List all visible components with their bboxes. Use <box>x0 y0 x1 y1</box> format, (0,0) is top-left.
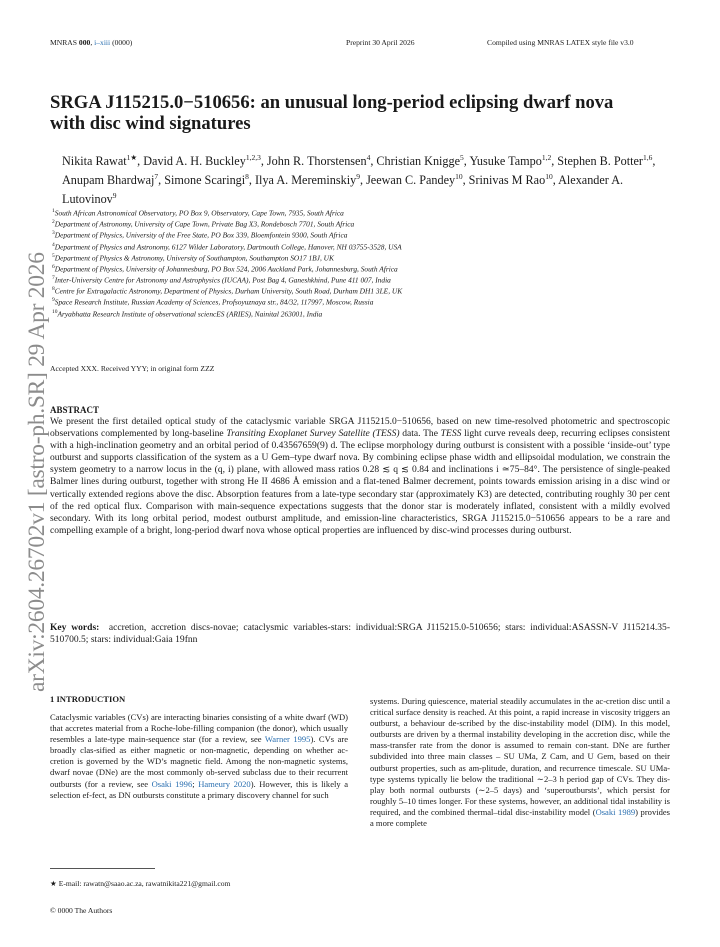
citation-warner-1995[interactable]: Warner 1995 <box>264 734 311 745</box>
paper-title <box>50 92 670 134</box>
affiliation-list <box>52 207 672 319</box>
author: Stephen B. Potter$^{1,6}$ <box>557 153 653 169</box>
keywords-label: Key words: <box>50 622 100 633</box>
arxiv-stamp-text: arXiv:2604.26702v1 [astro-ph.SR] 29 Apr 2026 <box>24 252 50 692</box>
page-range-link[interactable]: i–xiii <box>94 38 111 47</box>
arxiv-stamp <box>8 240 56 700</box>
author-affiliation-mark: 5 <box>460 153 464 162</box>
affiliation: $^2$Department of Astronomy, University of Cape Town, Private Bag X3, Rondebosch 7701, South Africa <box>52 219 355 229</box>
affiliation: $^9$Space Research Institute, Russian Academy of Sciences, Profsoyuznaya str., 84/32, 117997, Moscow, Russia <box>52 297 374 307</box>
author: Jeewan C. Pandey$^{10}$ <box>366 172 463 188</box>
affiliation: $^7$Inter-University Centre for Astronomy and Astrophysics (IUCAA), Post Bag 4, Ganeshkhind, Pune 411 007, India <box>52 275 391 285</box>
author-affiliation-mark: 1,6 <box>642 153 653 162</box>
author: Yusuke Tampo$^{1,2}$ <box>469 153 552 169</box>
author: Christian Knigge$^5$ <box>376 153 464 169</box>
keywords-text: accretion, accretion discs-novae; cataclysmic variables-stars: individual:SRGA J115215.0-510656; stars: individual:ASASSN-V J115214.35-510700.5; stars: individual:Gaia 19fnn <box>50 622 671 646</box>
footnote-rule <box>50 868 155 869</box>
author: John R. Thorstensen$^4$ <box>266 153 371 169</box>
author: Simone Scaringi$^8$ <box>164 172 249 188</box>
author: Srinivas M Rao$^{10}$ <box>468 172 553 188</box>
author-affiliation-mark: 8 <box>245 172 249 182</box>
author: David A. H. Buckley$^{1,2,3}$ <box>143 153 261 169</box>
author-list: Nikita Rawat$^{1★}$, David A. H. Buckley$^{1,2,3}$, John R. Thorstensen$^4$, Christian Knigge$^5$, Yusuke Tampo$^{1,2}$, Stephen B. Potter$^{1,6}$, Anupam Bhardwaj$^7$, Simone Scaringi$^8$, Ilya A. Mereminskiy$^9$, Jeewan C. Pandey$^{10}$, Srinivas M Rao$^{10}$, Alexander A. Lutovinov$^9$ <box>62 153 656 207</box>
running-header-journal: MNRAS 000, i–xiii (0000) <box>50 38 133 47</box>
citation-osaki-1996[interactable]: Osaki 1996 <box>151 778 193 789</box>
affiliation: $^4$Department of Physics and Astronomy, 6127 Wilder Laboratory, Dartmouth College, Hanover, NH 03755-3528, USA <box>52 241 402 251</box>
citation-osaki-1989[interactable]: Osaki 1989 <box>595 806 636 817</box>
title-line-1: SRGA J115215.0−510656: an unusual long-period eclipsing dwarf nova <box>50 92 614 113</box>
affiliation: $^6$Department of Physics, University of Johannesburg, PO Box 524, 2006 Auckland Park, Johannesburg, South Africa <box>52 263 398 274</box>
author: Ilya A. Mereminskiy$^9$ <box>255 172 360 188</box>
author-affiliation-mark: 1★ <box>126 153 138 162</box>
author-affiliation-mark: 10 <box>455 172 463 182</box>
abstract-body: We present the first detailed optical study of the cataclysmic variable SRGA J115215.0−510656, based on new time-resolved photometric and spectroscopic observations complemented by long-baseline Transiting Exoplanet Survey Satellite (TESS) data. The TESS light curve reveals deep, recurring eclipses consistent with a high-inclination geometry and an orbital period of 0.43567659(9) d. The eclipse morphology during outburst is consistent with a possible ‘inside-out’ type outburst and supports classification of the system as a U Gem–type dwarf nova. By combining eclipse phase width and ellipsoidal modulation, we constrain the system geometry to a narrow locus in the (q, i) plane, with allowed mass ratios 0.28 ≲ q ≲ 0.84 and inclinations i ≃75–84°. The persistence of single-peaked Balmer lines during outburst, together with strong He II 4686 Å emission and a flat-tened Balmer decrement, points towards emission arising in a disc wind or vertically extended regions above the disc. Absorption features from a late-type secondary star (approximately K3) are detected, contributing roughly 30 per cent of the red optical flux. Comparison with main-sequence expectations suggests that the donor star is moderately inflated, consistent with a mildly evolved secondary. With its long orbital period, modest outburst amplitude, and emission-line characteristics, SRGA J115215.0−510656 appears to be a rare and compelling example of a bright, long-period dwarf nova whose optical properties are influenced by disc-wind processes during outburst. <box>50 416 670 536</box>
author-affiliation-mark: 7 <box>154 172 159 182</box>
accepted-line: Accepted XXX. Received YYY; in original form ZZZ <box>50 364 215 373</box>
section-heading-introduction: 1 INTRODUCTION <box>50 694 126 704</box>
author-affiliation-mark: 10 <box>545 172 553 182</box>
running-header-preprint: Preprint 30 April 2026 <box>346 38 415 47</box>
author: Nikita Rawat$^{1★}$ <box>62 153 138 169</box>
running-header-compiled: Compiled using MNRAS LATEX style file v3.0 <box>487 38 634 47</box>
intro-column-left: Cataclysmic variables (CVs) are interacting binaries consisting of a white dwarf (WD) that accretes material from a Roche-lobe-filling companion (the donor), which usually resembles a late-type main-sequence star (for a review, see Warner 1995). CVs are broadly clas-sified as either magnetic or non-magnetic, depending on whether ac-cretion is governed by the WD’s magnetic field. Among the non-magnetic systems, dwarf novae (DNe) are the most commonly ob-served subclass due to their recurrent outbursts (for a review, see Osaki 1996; Hameury 2020). However, this is likely a selection ef-fect, as DN outbursts constitute a primary discovery channel for such <box>50 712 349 800</box>
author-affiliation-mark: 9 <box>112 191 117 201</box>
copyright-line: © 0000 The Authors <box>50 906 113 915</box>
author-affiliation-mark: 9 <box>356 172 360 182</box>
intro-column-right: systems. During quiescence, material steadily accumulates in the ac-cretion disc until a critical surface density is reached. At this point, a rapid increase in viscosity triggers an outburst, a behaviour de-scribed by the disc-instability model (DIM). In this model, outbursts are driven by a thermal instability developing in the accretion disc, while the mass-transfer rate from the donor is assumed to remain con-stant. DNe are further subdivided into three main classes – SU UMa, Z Cam, and U Gem, based on their outburst properties, such as am-plitude, duration, and recurrence timescale. SU UMa-type systems typically lie below the traditional ∼2–3 h period gap of CVs. They dis-play both normal outbursts (∼2–5 days) and ‘superoutbursts’, which persist for roughly 5–10 times longer. For these systems, however, an additional tidal instability is required, and the combined thermal–tidal disc-instability model (Osaki 1989) provides a more complete <box>370 696 670 829</box>
author-affiliation-mark: 1,2,3 <box>245 153 261 162</box>
affiliation: $^3$Department of Physics, University of the Free State, PO Box 339, Bloemfontein 9300, South Africa <box>52 230 348 240</box>
author: Anupam Bhardwaj$^7$ <box>62 172 159 188</box>
affiliation: $^1$South African Astronomical Observatory, PO Box 9, Observatory, Cape Town, 7935, South Africa <box>52 208 344 218</box>
affiliation: $^5$Department of Physics & Astronomy, University of Southampton, Southampton SO17 1BJ, UK <box>52 252 334 263</box>
author: Alexander A. Lutovinov$^9$ <box>62 173 624 207</box>
author-affiliation-mark: 4 <box>366 153 371 162</box>
author-affiliation-mark: 1,2 <box>541 153 552 162</box>
footnote-email: ★ E-mail: rawatn@saao.ac.za, rawatnikita221@gmail.com <box>50 879 231 888</box>
title-line-2: with disc wind signatures <box>50 113 251 134</box>
citation-hameury-2020[interactable]: Hameury 2020 <box>198 778 251 789</box>
abstract-heading: ABSTRACT <box>50 405 100 415</box>
affiliation: $^8$Centre for Extragalactic Astronomy, Department of Physics, Durham University, South Road, Durham DH1 3LE, UK <box>52 286 403 296</box>
keywords <box>50 622 670 646</box>
affiliation: $^{10}$Aryabhatta Research Institute of observational sciencES (ARIES), Nainital 263001, India <box>52 308 323 319</box>
